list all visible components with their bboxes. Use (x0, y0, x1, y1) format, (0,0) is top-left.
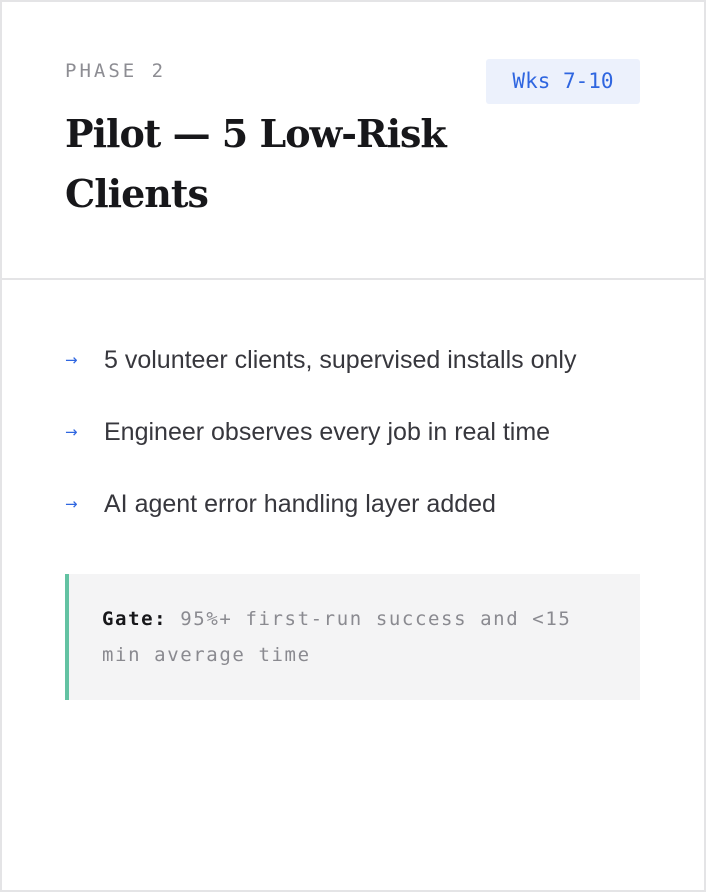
gate-label: Gate: (102, 608, 168, 630)
list-item-text: AI agent error handling layer added (104, 490, 496, 518)
list-item (65, 340, 645, 380)
phase-label: PHASE 2 (65, 60, 167, 82)
list-item-text: 5 volunteer clients, supervised installs only (104, 346, 577, 374)
arrow-right-icon: → (65, 351, 78, 369)
list-item (65, 412, 645, 452)
arrow-right-icon: → (65, 495, 78, 513)
list-item (65, 484, 645, 524)
arrow-right-icon: → (65, 423, 78, 441)
weeks-badge: Wks 7-10 (486, 59, 640, 104)
phase-card-header (2, 2, 704, 280)
phase-title: Pilot — 5 Low-Risk Clients (65, 111, 446, 216)
gate-criteria-text: 95%+ first-run success and <15 min average time (102, 608, 572, 666)
list-item-text: Engineer observes every job in real time (104, 418, 551, 446)
gate-callout (65, 574, 640, 700)
